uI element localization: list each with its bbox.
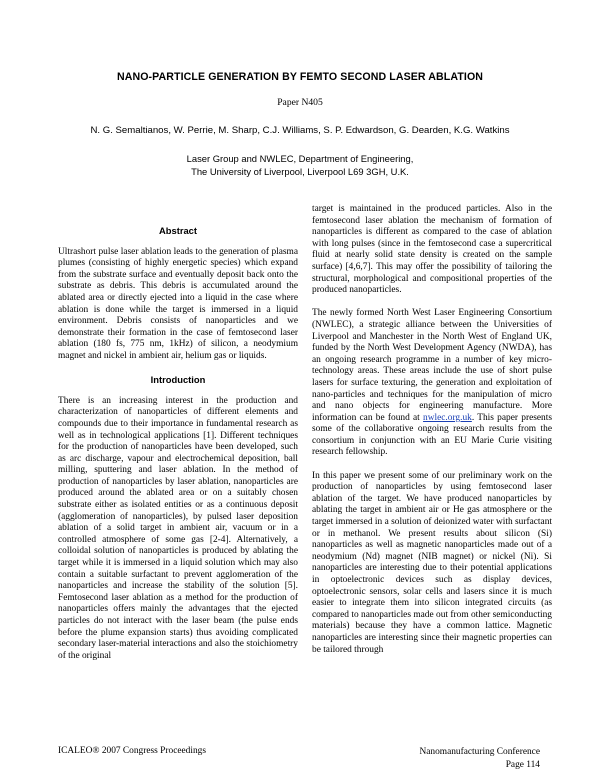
paragraph-2-text-end: . This paper presents some of the collaborative ongoing research results from the consortium in conjunction with an EU Marie Curie visiting research fellowship. <box>312 412 552 458</box>
footer-proceedings: ICALEO® 2007 Congress Proceedings <box>58 746 206 756</box>
abstract-heading: Abstract <box>158 225 198 236</box>
nwlec-link[interactable]: nwlec.org.uk <box>423 412 472 423</box>
abstract-text: Ultrashort pulse laser ablation leads to the generation of plasma plumes (consisting of highly energetic species) which expand from the substrate surface and eventually deposit back onto the substrate as debris. This debris is accumulated around the ablated area or directly ejected into a liquid in the case where ablation is done while the target is immersed in a liquid environment. Debris consists of nanoparticles and we demonstrate their formation in the case of femtosecond laser ablation (180 fs, 775 nm, 1kHz) of silicon, a neodymium magnet and nickel in ambient air, helium gas or liquids. <box>58 246 298 361</box>
author-list: N. G. Semaltianos, W. Perrie, M. Sharp, C.J. Williams, S. P. Edwardson, G. Dearden, K.G. Watkins <box>90 125 510 136</box>
introduction-paragraph-1-continued: target is maintained in the produced particles. Also in the femtosecond laser ablation the mechanism of formation of nanoparticles is different as compared to the case of ablation with long pulses (since in the femtosecond case a supercritical fluid at nearly solid state density is created on the sample surface) [4,6,7]. This may offer the possibility of tailoring the structural, morphological and compositional properties of the produced nanoparticles. <box>312 204 552 296</box>
introduction-paragraph-1: There is an increasing interest in the production and characterization of nanoparticles of different elements and compounds due to their importance in fundamental research as well as in technological applications [1]. Different techniques for the production of nanoparticles have been developed, such as arc discharge, vapour and electrochemical deposition, ball milling, sputtering and laser ablation. In the method of production of nanoparticles by laser ablation, nanoparticles are produced around the ablated area or on a suitably chosen substrate either as isolated entities or as a continuous deposit (agglomeration of nanoparticles), by pulsed laser deposition ablation of a solid target in ambient air, vacuum or in a controlled atmosphere of some gas [2-4]. Alternatively, a colloidal solution of nanoparticles is produced by ablating the target while it is immersed in a liquid solution which may also contain a suitable surfactant to prevent agglomeration of the nanoparticles and increase the stability of the solution [5]. Femtosecond laser ablation as a method for the production of nanoparticles offers mainly the advantages that the ejected particles do not interact with the laser beam (the pulse ends before the plume expansion starts) thus avoiding complicated secondary laser-material interactions and also the stoichiometry of the original <box>58 395 298 661</box>
paragraph-2-text-start: The newly formed North West Laser Engineering Consortium (NWLEC), a strategic alliance between the Universities of Liverpool and Manchester in the North West of England UK, funded by the North West Development Agency (NWDA), has an ongoing research programme in a number of key micro-technology areas. These areas include the use of short pulse lasers for surface texturing, the generation and exploitation of nano-particles and techniques for the manipulation of micro and nano objects for engineering manufacture. More information can be found at <box>312 308 552 423</box>
introduction-heading: Introduction <box>150 374 206 386</box>
affiliation <box>0 153 600 178</box>
right-column <box>312 204 552 668</box>
affiliation-line-2: The University of Liverpool, Liverpool L69 3GH, U.K. <box>191 165 409 177</box>
introduction-paragraph-3: In this paper we present some of our preliminary work on the production of nanoparticles by using femtosecond laser ablation of the target. We have produced nanoparticles by ablating the target in ambient air or He gas atmosphere or the target immersed in a solution of deionized water with surfactant or in methanol. We present results about silicon (Si) nanoparticles as well as magnetic nanoparticles made out of a neodymium (Nd) magnet (NIB magnet) or nickel (Ni). Si nanoparticles are interesting due to their potential applications in optoelectronic devices such as display devices, optoelectronic sensors, solar cells and lasers since it is much easier to integrate them into silicon integrated circuits (as compared to nanoparticles made out from other semiconducting materials) because they have a common lattice. Magnetic nanoparticles are interesting since their magnetic properties can be tailored through <box>312 470 552 655</box>
footer-conference-name: Nanomanufacturing Conference <box>419 747 540 757</box>
left-column <box>58 225 298 674</box>
footer-conference <box>419 746 540 772</box>
page-number: Page 114 <box>505 760 540 770</box>
affiliation-line-1: Laser Group and NWLEC, Department of Engineering, <box>186 153 414 164</box>
paper-title: NANO-PARTICLE GENERATION BY FEMTO SECOND LASER ABLATION <box>116 71 484 83</box>
paper-number: Paper N405 <box>277 97 323 108</box>
introduction-paragraph-2 <box>312 308 552 459</box>
